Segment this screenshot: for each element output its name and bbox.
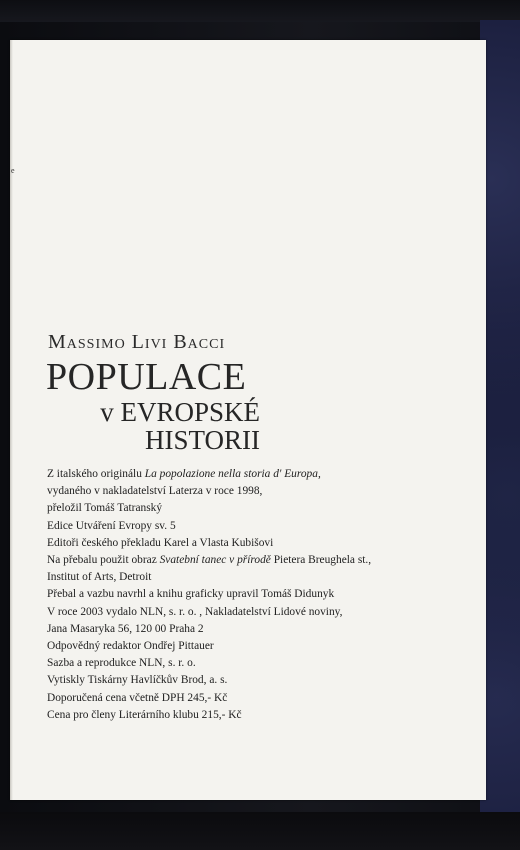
cover-image-suffix: Pietera Breughela st., [270,554,372,567]
colophon-line-institute: Institut of Arts, Detroit [47,571,152,584]
colophon-line-cover-image [47,552,477,569]
colophon-original-prefix: Z italského originálu [47,468,145,480]
previous-page-mark: e [11,166,15,175]
original-title: La popolazione nella storia d' Europa, [144,468,321,480]
cover-image-prefix: Na přebalu použit obraz [47,554,160,567]
colophon-line-editors: Editoři českého překladu Karel a Vlasta Kubišovi [47,536,274,549]
scan-background-bottom [0,812,520,850]
colophon-line-address: Jana Masaryka 56, 120 00 Praha 2 [47,622,204,635]
title-line-2: v EVROPSKÉ [100,397,260,427]
colophon-line-editor: Odpovědný redaktor Ondřej Pittauer [47,640,214,653]
colophon-line-price: Doporučená cena včetně DPH 245,- Kč [47,691,228,704]
colophon-line-original [47,466,477,483]
title-line-1: POPULACE [46,356,247,398]
colophon-line-translator: přeložil Tomáš Tatranský [47,502,163,515]
colophon-line-printer: Vytiskly Tiskárny Havlíčkův Brod, a. s. [47,674,228,687]
colophon-line-design: Přebal a vazbu navrhl a knihu graficky upravil Tomáš Didunyk [47,588,335,601]
colophon-line-publisher-original: vydaného v nakladatelství Laterza v roce 1998, [47,485,263,498]
painting-title: Svatební tanec v přírodě [159,554,271,567]
colophon-line-series: Edice Utváření Evropy sv. 5 [47,519,176,532]
colophon-line-published: V roce 2003 vydalo NLN, s. r. o. , Nakladatelství Lidové noviny, [47,605,343,618]
colophon-line-club-price: Cena pro členy Literárního klubu 215,- Kč [47,708,242,721]
book-cover-edge [480,20,520,815]
title-line-3: HISTORII [144,425,260,455]
colophon [47,466,477,724]
colophon-line-typesetting: Sazba a reprodukce NLN, s. r. o. [47,657,196,670]
page-gutter-shadow [10,40,13,800]
book-title [46,358,260,454]
author-name: Massimo Livi Bacci [48,331,226,353]
